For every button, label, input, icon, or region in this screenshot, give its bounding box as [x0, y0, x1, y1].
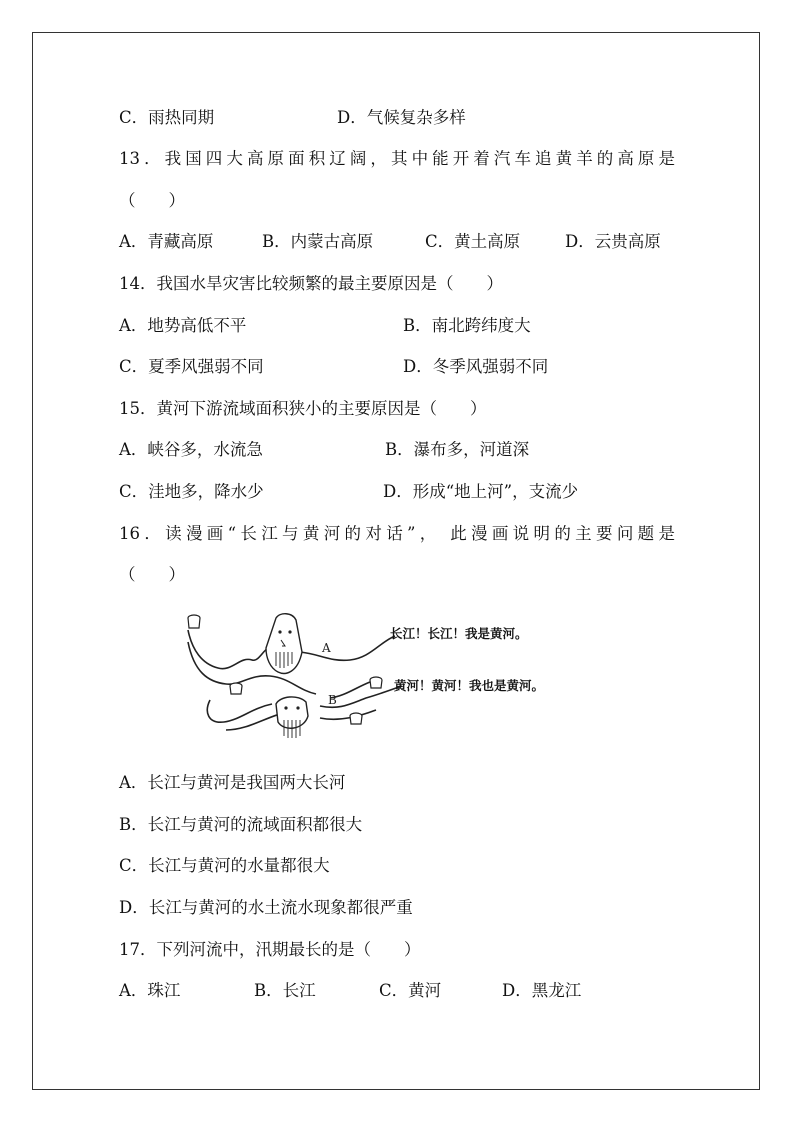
q15-option-a[interactable]: A．峡谷多，水流急	[119, 440, 263, 459]
q14-stem: 14．我国水旱灾害比较频繁的最主要原因是（ ）	[119, 274, 503, 293]
q16-cartoon	[180, 612, 580, 752]
q16-option-d[interactable]: D．长江与黄河的水土流水现象都很严重	[119, 898, 413, 917]
q16-blank: （ ）	[119, 565, 185, 584]
q14-option-b[interactable]: B．南北跨纬度大	[403, 316, 531, 335]
q15-option-b[interactable]: B．瀑布多，河道深	[385, 440, 530, 459]
cartoon-bubble-a: 长江！长江！我是黄河。	[390, 626, 528, 641]
q16-option-a[interactable]: A．长江与黄河是我国两大长河	[119, 773, 346, 792]
q16-option-b[interactable]: B．长江与黄河的流域面积都很大	[119, 815, 363, 834]
q14-option-a[interactable]: A．地势高低不平	[119, 316, 247, 335]
q13-option-a[interactable]: A．青藏高原	[119, 232, 214, 251]
q13-option-c[interactable]: C．黄土高原	[425, 232, 521, 251]
q16-stem: 16．读漫画“长江与黄河的对话”， 此漫画说明的主要问题是	[119, 524, 675, 543]
q15-stem: 15．黄河下游流域面积狭小的主要原因是（ ）	[119, 399, 487, 418]
q14-option-d[interactable]: D．冬季风强弱不同	[403, 357, 549, 376]
q17-option-a[interactable]: A．珠江	[119, 981, 181, 1000]
q12-option-d[interactable]: D．气候复杂多样	[337, 108, 466, 127]
q13-option-b[interactable]: B．内蒙古高原	[262, 232, 374, 251]
q15-option-d[interactable]: D．形成“地上河”，支流少	[383, 482, 579, 501]
q16-option-c[interactable]: C．长江与黄河的水量都很大	[119, 856, 330, 875]
q17-option-d[interactable]: D．黑龙江	[502, 981, 582, 1000]
q14-option-c[interactable]: C．夏季风强弱不同	[119, 357, 264, 376]
q13-blank: （ ）	[119, 191, 185, 210]
cartoon-bubble-b: 黄河！黄河！我也是黄河。	[394, 678, 545, 693]
river-dialogue-cartoon-image	[180, 612, 580, 752]
q17-stem: 17．下列河流中，汛期最长的是（ ）	[119, 940, 421, 959]
q17-option-b[interactable]: B．长江	[254, 981, 316, 1000]
q12-option-c[interactable]: C．雨热同期	[119, 108, 215, 127]
q13-stem: 13．我国四大高原面积辽阔，其中能开着汽车追黄羊的高原是	[119, 149, 675, 168]
q15-option-c[interactable]: C．洼地多，降水少	[119, 482, 264, 501]
cartoon-label-b: B	[328, 693, 337, 707]
q17-option-c[interactable]: C．黄河	[379, 981, 442, 1000]
cartoon-label-a: A	[322, 641, 331, 655]
q13-option-d[interactable]: D．云贵高原	[565, 232, 661, 251]
